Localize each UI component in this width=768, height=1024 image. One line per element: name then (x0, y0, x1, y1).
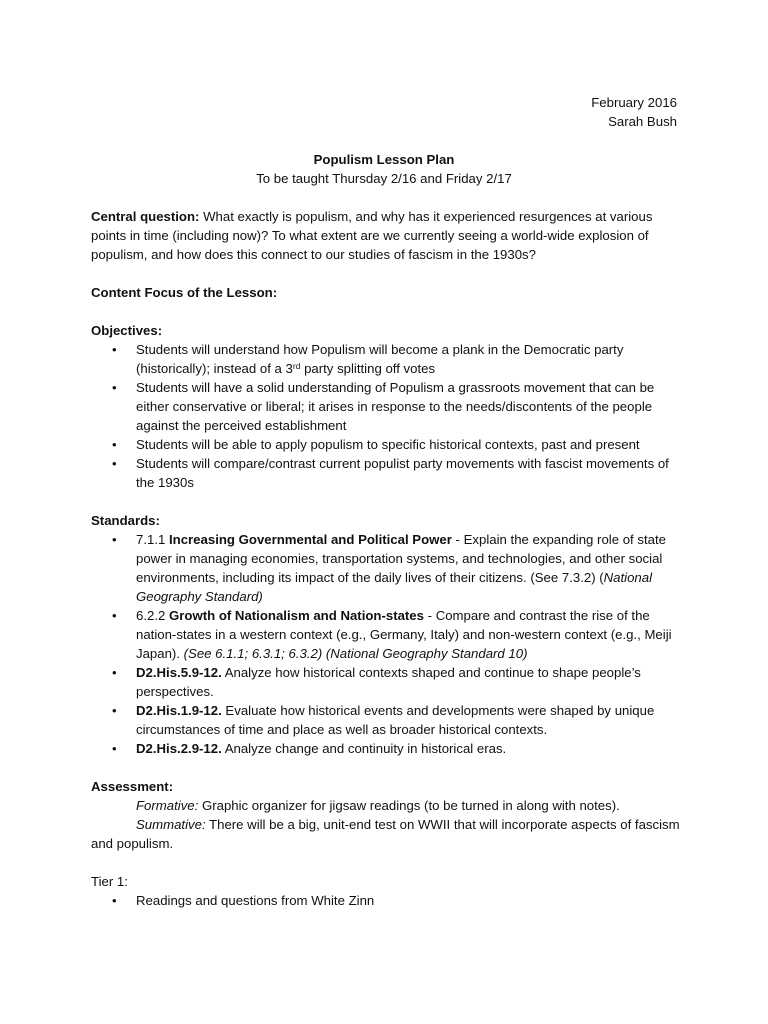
bullet-icon: • (112, 703, 117, 718)
tier1-list (91, 891, 681, 910)
bullet-icon: • (112, 608, 117, 623)
list-item: • 7.1.1 Increasing Governmental and Political Power - Explain the expanding role of state power in managing economies, transportation systems, and technologies, and other social environments, including its impact of the daily lives of their citizens. (See 7.3.2) (National Geography Standard) (112, 532, 666, 604)
header-author: Sarah Bush (608, 114, 677, 129)
assessment-summative: Summative: There will be a big, unit-end test on WWII that will incorporate aspects of fascism and populism. (91, 817, 680, 851)
document-subtitle: To be taught Thursday 2/16 and Friday 2/17 (256, 171, 512, 186)
list-item: • Students will be able to apply populism to specific historical contexts, past and present (112, 437, 640, 452)
document-header (591, 93, 677, 131)
bullet-icon: • (112, 342, 117, 357)
content-focus-heading: Content Focus of the Lesson: (91, 285, 278, 300)
list-item: • D2.His.1.9-12. Evaluate how historical events and developments were shaped by unique circumstances of time and place as well as broader historical contexts. (112, 703, 655, 737)
list-item: • D2.His.2.9-12. Analyze change and continuity in historical eras. (112, 741, 507, 756)
central-question (91, 207, 681, 264)
assessment-heading: Assessment: (91, 779, 174, 794)
list-item: • D2.His.5.9-12. Analyze how historical contexts shaped and continue to shape people’s perspectives. (112, 665, 641, 699)
document-title: Populism Lesson Plan (313, 152, 455, 167)
bullet-icon: • (112, 380, 117, 395)
central-question-label: Central question: (91, 209, 200, 224)
bullet-icon: • (112, 437, 117, 452)
bullet-icon: • (112, 893, 117, 908)
list-item: • Readings and questions from White Zinn (112, 893, 375, 908)
standards-list (91, 530, 681, 758)
bullet-icon: • (112, 665, 117, 680)
objectives-list (91, 340, 681, 492)
objectives-heading: Objectives: (91, 323, 163, 338)
central-question-text: What exactly is populism, and why has it experienced resurgences at various points in time (including now)? To what extent are we currently seeing a world-wide explosion of populism, and how does this connect to our studies of fascism in the 1930s? (91, 209, 653, 262)
list-item: • Students will compare/contrast current populist party movements with fascist movements of the 1930s (112, 456, 669, 490)
tier1-heading: Tier 1: (91, 874, 128, 889)
list-item: • Students will understand how Populism will become a plank in the Democratic party (historically); instead of a 3rd party splitting off votes (112, 342, 624, 376)
bullet-icon: • (112, 532, 117, 547)
header-date: February 2016 (591, 95, 677, 110)
standards-heading: Standards: (91, 513, 160, 528)
document-body (91, 207, 681, 910)
bullet-icon: • (112, 741, 117, 756)
title-block (0, 150, 768, 188)
list-item: • 6.2.2 Growth of Nationalism and Nation-states - Compare and contrast the rise of the nation-states in a western context (e.g., Germany, Italy) and non-western context (e.g., Meiji Japan). (See 6.1.1; 6.3.1; 6.3.2) (National Geography Standard 10) (112, 608, 672, 661)
list-item: • Students will have a solid understanding of Populism a grassroots movement that can be either conservative or liberal; it arises in response to the needs/discontents of the people against the perceived establishment (112, 380, 655, 433)
bullet-icon: • (112, 456, 117, 471)
assessment-formative: Formative: Graphic organizer for jigsaw readings (to be turned in along with notes). (136, 798, 620, 813)
